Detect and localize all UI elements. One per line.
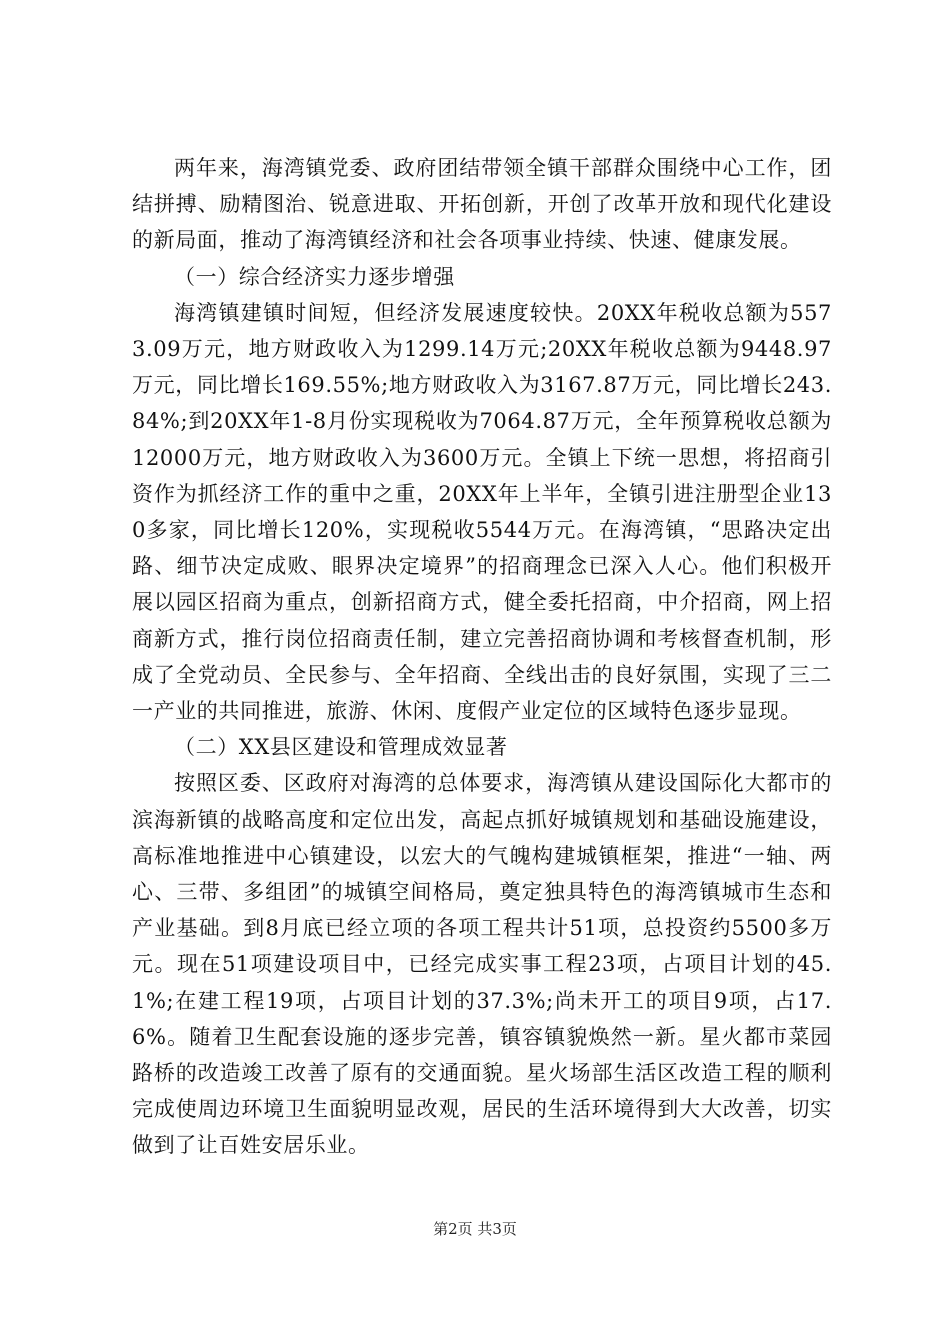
page-footer: 第2页 共3页 <box>433 1220 517 1238</box>
section-heading-construction: （二）XX县区建设和管理成效显著 <box>174 735 508 760</box>
paragraph-construction: 按照区委、区政府对海湾的总体要求，海湾镇从建设国际化大都市的滨海新镇的战略高度和定位出发，高起点抓好城镇规划和基础设施建设，高标准地推进中心镇建设，以宏大的气魄构建城镇框架，推进“一轴、两心、三带、多组团”的城镇空间格局，奠定独具特色的海湾镇城市生态和产业基础。到8月底已经立项的各项工程共计51项，总投资约5500多万元。现在51项建设项目中，已经完成实事工程23项，占项目计划的45.1%;在建工程19项，占项目计划的37.3%;尚未开工的项目9项，占17.6%。随着卫生配套设施的逐步完善，镇容镇貌焕然一新。星火都市菜园路桥的改造竣工改善了原有的交通面貌。星火场部生活区改造工程的顺利完成使周边环境卫生面貌明显改观，居民的生活环境得到大大改善，切实做到了让百姓安居乐业。 <box>132 771 832 1158</box>
paragraph-economy: 海湾镇建镇时间短，但经济发展速度较快。20XX年税收总额为5573.09万元，地方财政收入为1299.14万元;20XX年税收总额为9448.97万元，同比增长169.55%;地方财政收入为3167.87万元，同比增长243.84%;到20XX年1-8月份实现税收为7064.87万元，全年预算税收总额为12000万元，地方财政收入为3600万元。全镇上下统一思想，将招商引资作为抓经济工作的重中之重，20XX年上半年，全镇引进注册型企业130多家，同比增长120%，实现税收5544万元。在海湾镇，“思路决定出路、细节决定成败、眼界决定境界”的招商理念已深入人心。他们积极开展以园区招商为重点，创新招商方式，健全委托招商，中介招商，网上招商新方式，推行岗位招商责任制，建立完善招商协调和考核督查机制，形成了全党动员、全民参与、全年招商、全线出击的良好氛围，实现了三二一产业的共同推进，旅游、休闲、度假产业定位的区域特色逐步显现。 <box>132 300 832 724</box>
document-body <box>132 150 832 1164</box>
section-heading-economy: （一）综合经济实力逐步增强 <box>174 264 455 289</box>
paragraph-intro: 两年来，海湾镇党委、政府团结带领全镇干部群众围绕中心工作，团结拼搏、励精图治、锐意进取、开拓创新，开创了改革开放和现代化建设的新局面，推动了海湾镇经济和社会各项事业持续、快速、健康发展。 <box>132 156 832 253</box>
